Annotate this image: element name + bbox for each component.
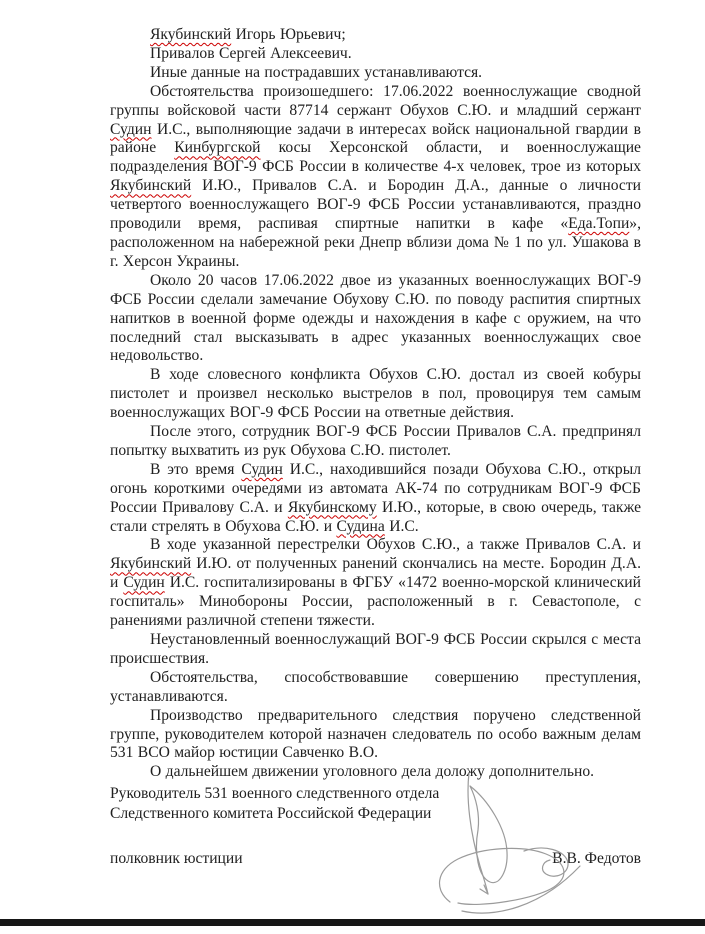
document-paragraph bbox=[110, 26, 641, 45]
text-run: И.Ю., Привалов С.А. и Бородин Д.А., данные о личности четвертого военнослужащего ВОГ-9 ФСБ России устанавливаются, праздно проводили время, распивая спиртные напитки в кафе « bbox=[110, 177, 641, 233]
document-paragraph bbox=[110, 763, 641, 782]
signer-rank: полковник юстиции bbox=[110, 850, 243, 867]
misspelled-word: Кинбургской bbox=[174, 139, 261, 157]
text-run: И.С., находившийся позади Обухова С.Ю., открыл огонь короткими очередями из автомата АК-74 по сотрудникам ВОГ-9 ФСБ России Привалову С.А. и bbox=[110, 460, 641, 516]
text-run: В это время bbox=[150, 460, 242, 478]
text-run: Иные данные на пострадавших устанавливаются. bbox=[150, 63, 483, 81]
text-run: После этого, сотрудник ВОГ-9 ФСБ России Привалов С.А. предпринял попытку выхватить из рук Обухова С.Ю. пистолет. bbox=[110, 423, 641, 459]
text-run: Неустановленный военнослужащий ВОГ-9 ФСБ России скрылся с места происшествия. bbox=[110, 631, 641, 667]
document-paragraph bbox=[110, 64, 641, 83]
text-run: И.С. bbox=[384, 517, 419, 535]
misspelled-word: Судин bbox=[123, 574, 165, 592]
misspelled-word: Судин bbox=[241, 460, 283, 478]
document-paragraph bbox=[110, 83, 641, 272]
misspelled-word: Якубинский bbox=[110, 555, 192, 573]
text-run: И.Ю., которые, в свою очередь, также стали стрелять в Обухова С.Ю. и bbox=[110, 498, 641, 535]
document-paragraph bbox=[110, 707, 641, 764]
document-paragraph bbox=[110, 272, 641, 367]
text-run: », расположенном на набережной реки Днепр вблизи дома № 1 по ул. Ушакова в г. Херсон Украины. bbox=[110, 215, 641, 270]
misspelled-word: Якубинский bbox=[150, 26, 232, 43]
signature-row bbox=[110, 849, 641, 869]
text-run: Обстоятельства произошедшего: 17.06.2022 военнослужащие сводной группы войсковой части 87714 сержант Обухов С.Ю. и младший сержант bbox=[110, 82, 641, 119]
text-run: В ходе указанной перестрелки Обухов С.Ю., а также Привалов С.А. и bbox=[150, 536, 641, 554]
misspelled-word: Якубинский bbox=[110, 177, 192, 195]
signature-block bbox=[110, 784, 641, 869]
document-paragraph bbox=[110, 461, 641, 537]
text-run: Производство предварительного следствия поручено следственной группе, руководителем которой назначен следователь по особо важным делам 531 ВСО майор юстиции Савченко В.О. bbox=[110, 706, 641, 762]
text-run: Около 20 часов 17.06.2022 двое из указанных военнослужащих ВОГ-9 ФСБ России сделали замечание Обухову С.Ю. по поводу распития спиртных напитков в военной форме одежды и нахождения в кафе с оружием, на что последний стал высказывать в адрес указанных военнослужащих свое недовольство. bbox=[110, 271, 641, 365]
signer-office-line2: Следственного комитета Российской Федерации bbox=[110, 804, 432, 822]
text-run: И.С. госпитализированы в ФГБУ «1472 военно-морской клинический госпиталь» Минобороны России, расположенный в г. Севастополе, с ранениями различной степени тяжести. bbox=[110, 574, 641, 630]
document-paragraph bbox=[110, 631, 641, 669]
misspelled-word: Якубинскому bbox=[287, 498, 377, 516]
text-run: В ходе словесного конфликта Обухов С.Ю. достал из своей кобуры пистолет и произвел несколько выстрелов в пол, провоцируя тем самым военнослужащих ВОГ-9 ФСБ России на ответные действия. bbox=[110, 366, 641, 422]
document-paragraph bbox=[110, 366, 641, 423]
text-run: И.С., выполняющие задачи в интересах войск национальной гвардии в районе bbox=[110, 120, 641, 157]
page-bottom-rule bbox=[0, 919, 705, 926]
document-body bbox=[110, 26, 641, 782]
text-run: Обстоятельства, способствовавшие совершению преступления, устанавливаются. bbox=[110, 668, 641, 705]
misspelled-word: Еда.Топи bbox=[568, 215, 630, 233]
document-paragraph bbox=[110, 669, 641, 707]
document-paragraph bbox=[110, 45, 641, 64]
text-run: Привалов Сергей Алексеевич. bbox=[150, 44, 352, 62]
text-run: О дальнейшем движении уголовного дела доложу дополнительно. bbox=[150, 763, 595, 781]
misspelled-word: Судина bbox=[336, 517, 385, 535]
signer-name: В.В. Федотов bbox=[552, 850, 641, 867]
text-run: И.Ю. от полученных ранений скончались на месте. Бородин Д.А. и bbox=[110, 555, 641, 592]
signer-office-line1: Руководитель 531 военного следственного отдела bbox=[110, 785, 440, 802]
document-paragraph bbox=[110, 423, 641, 461]
text-run: косы Херсонской области, и военнослужащие подразделения ВОГ-9 ФСБ России в количестве 4-х человек, трое из которых bbox=[110, 139, 641, 176]
text-run: Игорь Юрьевич; bbox=[231, 26, 346, 43]
misspelled-word: Судин bbox=[110, 120, 152, 138]
document-paragraph bbox=[110, 536, 641, 631]
